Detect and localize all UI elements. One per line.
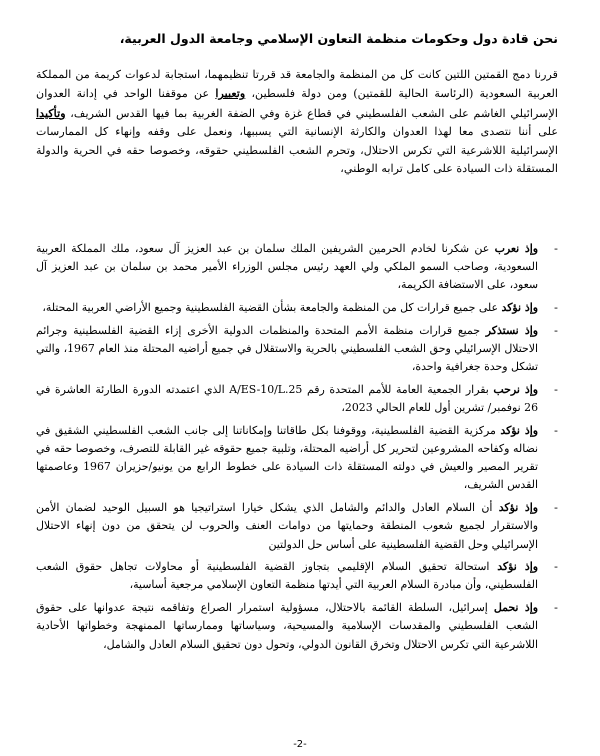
clause-text: جميع قرارات منظمة الأمم المتحدة والمنظمات الدولية الأخرى إزاء القضية الفلسطينية وجرائم الاحتلال الإسرائيلي وحق الشعب الفلسطيني بالحرية والاستقلال في جميع أراضيه المحتلة منذ العام 1967، والتي تشكل وحدة جغرافية واحدة، [36, 323, 538, 374]
clause-lead: وإذ نرحب [493, 382, 538, 396]
clause-list [36, 240, 558, 658]
clause-lead: وإذ نؤكد [497, 560, 538, 574]
clause-text: إسرائيل، السلطة القائمة بالاحتلال، مسؤولية استمرار الصراع وتفاقمه نتيجة عدوانها على حقوق الشعب الفلسطيني والمقدسات الإسلامية والمسيحية، وسياساتها وممارساتها الممنهجة وخطواتها الأحادية اللاشرعية التي تكرس الاحتلال وتخرق القانون الدولي، وتحول دون تحقيق السلام العادل والشامل، [36, 601, 538, 651]
clause-lead: وإذ نؤكد [498, 501, 538, 515]
clause-text: مركزية القضية الفلسطينية، ووقوفنا بكل طاقاتنا وإمكاناتنا إلى جانب الشعب الفلسطيني الشقيق في نضاله وكفاحه المشروعين لتحرير كل أراضيه المحتلة، وتلبية جميع حقوقه غير القابلة للتصرف، وخصوصا حقه في تقرير المصير والعيش في دولته المستقلة ذات السيادة على خطوط الرابع من يونيو/حزيران 1967 وعاصمتها القدس الشريف، [36, 423, 538, 492]
clause-bullet: - [554, 323, 558, 337]
clause-item [36, 299, 558, 317]
clause-item [36, 422, 558, 495]
intro-text-1: قررنا دمج القمتين اللتين كانت كل من المنظمة والجامعة قد قررتا تنظيمهما، استجابة لدعوات كريمة من المملكة العربية السعودية (الرئاسة الحالية للقمتين) ومن دولة فلسطين، [36, 68, 558, 101]
clause-item [36, 381, 558, 417]
clause-text: بقرار الجمعية العامة للأمم المتحدة رقم A/ES-10/L.25 الذي اعتمدته الدورة الطارئة العاشرة في 26 نوفمبر/ تشرين أول للعام الحالي 2023، [36, 382, 538, 415]
clause-bullet: - [554, 560, 558, 574]
intro-text-2: عن موقفنا الواحد في إدانة العدوان الإسرائيلي الغاشم على الشعب الفلسطيني في قطاع غزة وفي الضفة الغربية بما فيها القدس الشريف، [36, 87, 558, 120]
page-number: -2- [293, 739, 307, 750]
intro-emphasis-2: وتأكيدا [36, 105, 66, 120]
clause-item [36, 499, 558, 554]
intro-text-3: على أننا نتصدى معا لهذا العدوان والكارثة الإنسانية التي يسببها، ونعمل على وقفه وإنهاء كل الممارسات الإسرائيلية اللاشرعية التي تكرس الاحتلال، وتحرم الشعب الفلسطيني حقوقه، وخصوصا حقه في الحرية والدولة المستقلة ذات السيادة على كامل ترابه الوطني، [36, 125, 558, 176]
clause-text: عن شكرنا لخادم الحرمين الشريفين الملك سلمان بن عبد العزيز آل سعود، ملك المملكة العربية السعودية، وصاحب السمو الملكي ولي العهد رئيس مجلس الوزراء الأمير محمد بن سلمان بن عبد العزيز آل سعود، على الاستضافة الكريمة، [36, 242, 538, 292]
document-heading: نحن قادة دول وحكومات منظمة التعاون الإسلامي وجامعة الدول العربية، [119, 31, 558, 46]
clause-bullet: - [554, 501, 558, 515]
clause-lead: وإذ نؤكد [500, 423, 538, 437]
clause-item [36, 322, 558, 377]
intro-emphasis-1: وتعبيرا [215, 86, 246, 101]
clause-bullet: - [554, 242, 558, 255]
clause-text: استحالة تحقيق السلام الإقليمي بتجاوز القضية الفلسطينية أو محاولات تجاهل حقوق الشعب الفلسطيني، وأن مبادرة السلام العربية التي أيدتها منظمة التعاون الإسلامي مرجعية أساسية، [36, 560, 538, 592]
clause-text: أن السلام العادل والدائم والشامل الذي يشكل خيارا استراتيجيا هو السبيل الوحيد لضمان الأمن والاستقرار لجميع شعوب المنطقة وحمايتها من دوامات العنف والحروب لن يتحقق من دون إنهاء الاحتلال الإسرائيلي وحل القضية الفلسطينية على أساس حل الدولتين [36, 501, 538, 551]
clause-lead: وإذ نعرب [494, 242, 538, 255]
clause-lead: وإذ نستذكر [485, 323, 538, 337]
clause-bullet: - [554, 423, 558, 437]
clause-item [36, 599, 558, 654]
clause-bullet: - [554, 382, 558, 396]
clause-bullet: - [554, 301, 558, 315]
clause-item [36, 558, 558, 594]
clause-text: على جميع قرارات كل من المنظمة والجامعة بشأن القضية الفلسطينية وجميع الأراضي العربية المحتلة، [42, 301, 502, 315]
clause-item [36, 240, 558, 295]
clause-lead: وإذ نحمل [493, 601, 538, 615]
clause-bullet: - [554, 601, 558, 615]
clause-lead: وإذ نؤكد [501, 301, 538, 315]
intro-paragraph [36, 66, 558, 178]
